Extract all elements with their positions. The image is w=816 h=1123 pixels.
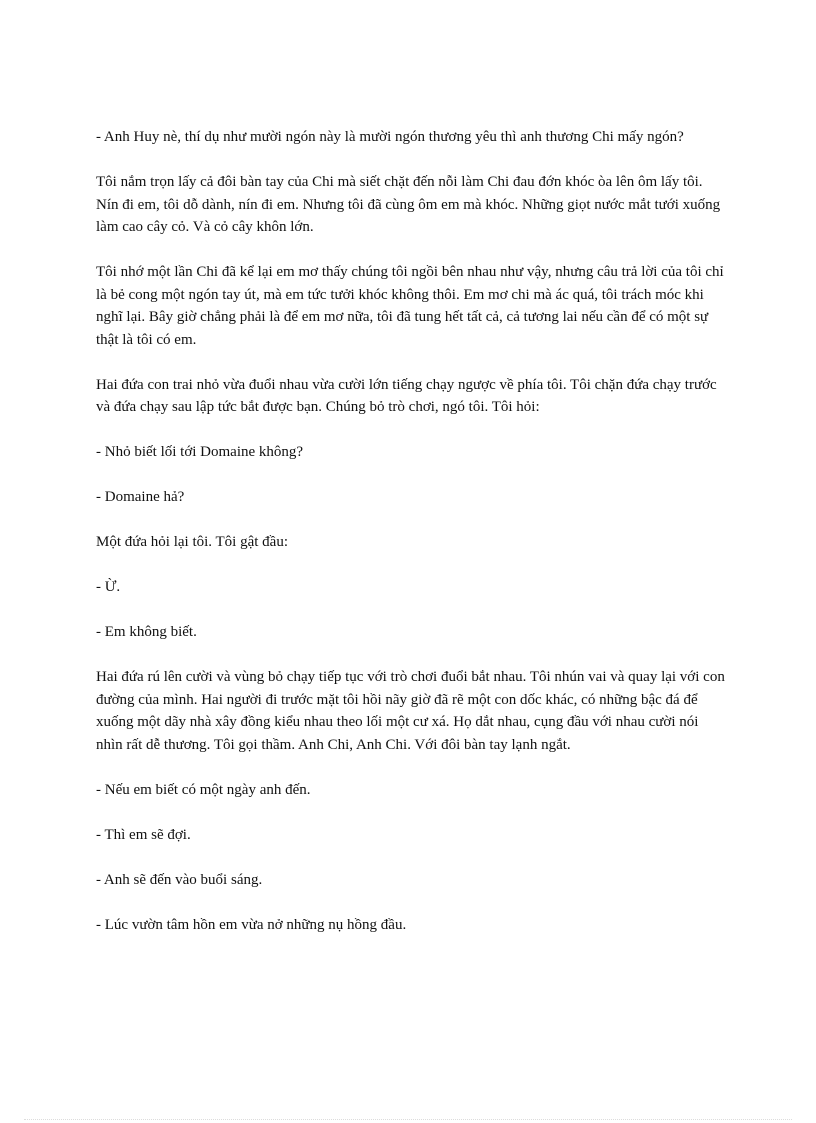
document-body [96,126,726,959]
dialogue-line-dont-know: - Em không biết. [96,624,197,640]
dialogue-line-will-wait: - Thì em sẽ đợi. [96,826,191,843]
dialogue-line-yes: - Ừ. [96,579,121,595]
dialogue-line-ask-domaine: - Nhỏ biết lối tới Domaine không? [96,444,304,460]
dialogue-line-domaine-reply: - Domaine hả? [96,489,185,505]
paragraph-holding-hands: Tôi nắm trọn lấy cả đôi bàn tay của Chi mà siết chặt đến nỗi làm Chi đau đớn khóc òa lên ôm lấy tôi. Nín đi em, tôi dỗ dành, nín đi em. Nhưng tôi đã cùng ôm em mà khóc. Những giọt nước mắt tưới xuống làm cao cây cỏ. Và cỏ cây khôn lớn. [96,174,721,235]
paragraph-two-boys: Hai đứa con trai nhỏ vừa đuổi nhau vừa cười lớn tiếng chạy ngược về phía tôi. Tôi chặn đứa chạy trước và đứa chạy sau lập tức bắt được bạn. Chúng bỏ trò chơi, ngó tôi. Tôi hỏi: [96,376,717,415]
paragraph-nod: Một đứa hỏi lại tôi. Tôi gật đầu: [96,534,288,550]
page-bottom-divider [24,1119,792,1120]
paragraph-question: - Anh Huy nè, thí dụ như mười ngón này là mười ngón thương yêu thì anh thương Chi mấy ngón? [96,129,684,145]
dialogue-line-morning: - Anh sẽ đến vào buổi sáng. [96,871,263,888]
dialogue-line-if-you-knew: - Nếu em biết có một ngày anh đến. [96,781,311,798]
paragraph-memory-dream: Tôi nhớ một lần Chi đã kể lại em mơ thấy chúng tôi ngồi bên nhau như vậy, nhưng câu trả lời của tôi chỉ là bẻ cong một ngón tay út, mà em tức tưởi khóc không thôi. Em mơ chi mà ác quá, tôi trách móc khi nghĩ lại. Bây giờ chẳng phải là để em mơ nữa, tôi đã tung hết tất cả, cả tương lai nếu cần để có một sự thật là tôi có em. [96,264,724,348]
paragraph-boys-run-off: Hai đứa rú lên cười và vùng bỏ chạy tiếp tục với trò chơi đuổi bắt nhau. Tôi nhún vai và quay lại với con đường của mình. Hai người đi trước mặt tôi hồi nãy giờ đã rẽ một con dốc khác, có những bậc đá để xuống một dãy nhà xây đồng kiểu nhau theo lối một cư xá. Họ dắt nhau, cụng đầu với nhau cười nói nhìn rất dễ thương. Tôi gọi thầm. Anh Chi, Anh Chi. Với đôi bàn tay lạnh ngắt. [96,669,725,753]
dialogue-line-roses: - Lúc vườn tâm hồn em vừa nở những nụ hồng đầu. [96,916,407,933]
